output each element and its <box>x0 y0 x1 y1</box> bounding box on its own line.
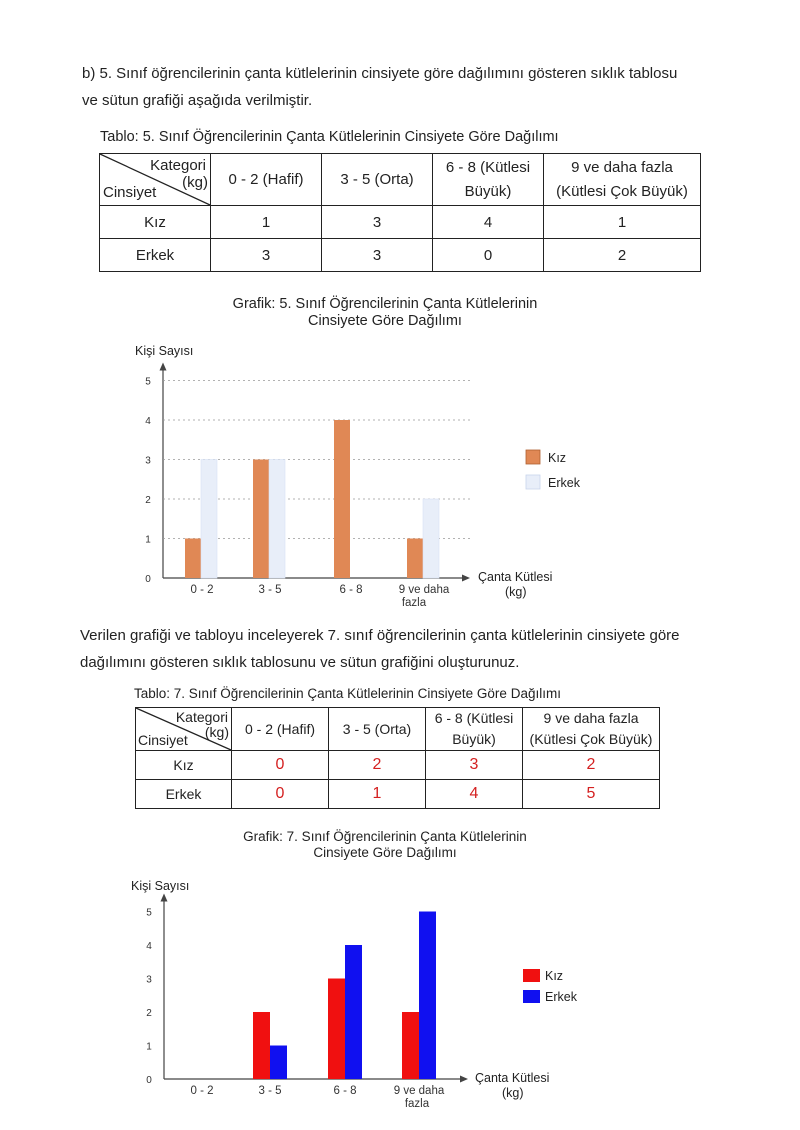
intro-line-2: ve sütun grafiği aşağıda verilmiştir. <box>82 92 313 109</box>
table2-row-label: Erkek <box>136 780 232 809</box>
x-axis-label: Çanta Kütlesi <box>478 570 553 584</box>
table2 <box>135 707 660 809</box>
table1-cell: 1 <box>211 206 322 239</box>
table1-cell: 3 <box>322 239 433 272</box>
table2-header-row <box>136 708 660 751</box>
chart2-caption <box>215 829 555 861</box>
table2-answer-cell: 0 <box>232 780 329 809</box>
bar-kız <box>328 979 345 1080</box>
y-tick-label: 0 <box>146 1075 152 1086</box>
table1-col-header: 3 - 5 (Orta) <box>322 154 433 206</box>
bar-kız <box>402 1012 419 1079</box>
bar-kız <box>253 1012 270 1079</box>
x-tick-label: 9 ve daha <box>393 1085 445 1097</box>
intro-text <box>82 60 762 114</box>
table1-cell: 4 <box>433 206 544 239</box>
table1-col-header: 6 - 8 (Kütlesi Büyük) <box>433 154 544 206</box>
table2-header-cinsiyet: Cinsiyet <box>138 732 188 748</box>
table-row <box>100 206 701 239</box>
chart1-caption-line-1: Grafik: 5. Sınıf Öğrencilerinin Çanta Kütlelerinin <box>232 296 538 312</box>
table1-caption: Tablo: 5. Sınıf Öğrencilerinin Çanta Kütlelerinin Cinsiyete Göre Dağılımı <box>100 129 559 145</box>
y-tick-label: 1 <box>145 534 151 546</box>
y-axis-label: Kişi Sayısı <box>135 344 194 358</box>
y-tick-label: 5 <box>145 376 151 388</box>
table2-col-header: 3 - 5 (Orta) <box>329 708 426 751</box>
legend-key-erkek <box>526 475 540 489</box>
chart1-caption <box>200 296 570 330</box>
bar-erkek <box>423 499 439 578</box>
x-tick-label: 0 - 2 <box>190 584 214 596</box>
table2-answer-cell: 4 <box>426 780 523 809</box>
y-tick-label: 3 <box>145 455 151 467</box>
table2-answer-cell: 1 <box>329 780 426 809</box>
y-tick-label: 1 <box>146 1041 152 1053</box>
x-tick-label: 6 - 8 <box>339 584 363 596</box>
table1-header-cinsiyet: Cinsiyet <box>103 184 157 201</box>
bar-erkek <box>345 945 362 1079</box>
y-axis-arrow <box>160 363 167 371</box>
bar-erkek <box>270 1046 287 1080</box>
bar-kız <box>185 539 201 579</box>
intro-line-1: b) 5. Sınıf öğrencilerinin çanta kütlelerinin cinsiyete göre dağılımını gösteren sıklık tablosu <box>82 65 678 82</box>
legend-key-kız <box>526 450 540 464</box>
x-tick-label: 3 - 5 <box>258 1085 282 1097</box>
instruction-line-2: dağılımını gösteren sıklık tablosunu ve sütun grafiğini oluşturunuz. <box>80 654 520 671</box>
table-row <box>136 751 660 780</box>
table2-header-kategori: Kategori <box>175 709 228 725</box>
x-tick-label: 0 - 2 <box>190 1085 214 1097</box>
table1-cell: 2 <box>544 239 701 272</box>
x-tick-label: 3 - 5 <box>258 584 282 596</box>
table1-col-header: 0 - 2 (Hafif) <box>211 154 322 206</box>
table2-answer-cell: 3 <box>426 751 523 780</box>
table2-caption: Tablo: 7. Sınıf Öğrencilerinin Çanta Kütlelerinin Cinsiyete Göre Dağılımı <box>134 686 561 701</box>
y-tick-label: 0 <box>145 574 151 585</box>
x-axis-arrow <box>462 575 470 582</box>
x-axis-label: Çanta Kütlesi <box>475 1071 550 1085</box>
y-tick-label: 5 <box>146 907 152 919</box>
table1-header-kg: (kg) <box>182 174 208 191</box>
table2-answer-cell: 0 <box>232 751 329 780</box>
table-row <box>136 780 660 809</box>
table1-cell: 3 <box>211 239 322 272</box>
table2-col-header: 6 - 8 (Kütlesi Büyük) <box>426 708 523 751</box>
table1-cell: 1 <box>544 206 701 239</box>
y-axis-label: Kişi Sayısı <box>131 879 190 893</box>
bar-kız <box>253 460 269 579</box>
legend-label-kız: Kız <box>548 451 567 465</box>
y-tick-label: 4 <box>146 941 152 952</box>
legend-key-erkek <box>523 990 540 1003</box>
legend-key-kız <box>523 969 540 982</box>
bar-kız <box>407 539 423 579</box>
bar-erkek <box>419 912 436 1080</box>
table-row <box>100 239 701 272</box>
y-tick-label: 2 <box>145 495 151 506</box>
instruction-text <box>80 622 770 676</box>
x-tick-label: 6 - 8 <box>333 1085 357 1097</box>
bar-erkek <box>201 460 217 579</box>
table1-cell: 3 <box>322 206 433 239</box>
chart2-caption-line-2: Cinsiyete Göre Dağılımı <box>313 845 457 860</box>
table1 <box>99 153 701 272</box>
table2-header-kg: (kg) <box>204 724 229 740</box>
y-tick-label: 4 <box>145 416 151 427</box>
table2-answer-cell: 2 <box>523 751 660 780</box>
table2-col-header: 9 ve daha fazla (Kütlesi Çok Büyük) <box>523 708 660 751</box>
chart1-bar-chart <box>0 335 800 615</box>
chart1-caption-line-2: Cinsiyete Göre Dağılımı <box>308 313 462 329</box>
table2-answer-cell: 5 <box>523 780 660 809</box>
table2-answer-cell: 2 <box>329 751 426 780</box>
table2-row-label: Kız <box>136 751 232 780</box>
x-axis-label-unit: (kg) <box>505 585 527 599</box>
y-tick-label: 2 <box>146 1008 152 1019</box>
legend-label-kız: Kız <box>545 969 564 983</box>
table1-row-label: Erkek <box>100 239 211 272</box>
y-tick-label: 3 <box>146 974 152 986</box>
bar-erkek <box>269 460 285 579</box>
legend-label-erkek: Erkek <box>545 990 577 1004</box>
table1-header-kategori: Kategori <box>150 157 206 174</box>
instruction-line-1: Verilen grafiği ve tabloyu inceleyerek 7. sınıf öğrencilerinin çanta kütlelerinin cinsiyete göre <box>80 627 680 644</box>
chart2-caption-line-1: Grafik: 7. Sınıf Öğrencilerinin Çanta Kütlelerinin <box>243 829 527 844</box>
table1-row-label: Kız <box>100 206 211 239</box>
y-axis-arrow <box>161 894 168 902</box>
table1-col-header: 9 ve daha fazla (Kütlesi Çok Büyük) <box>544 154 701 206</box>
table1-corner-header <box>100 154 211 206</box>
x-axis-label-unit: (kg) <box>502 1086 524 1100</box>
chart2-bar-chart <box>0 872 800 1110</box>
x-axis-arrow <box>460 1076 468 1083</box>
table2-corner-header <box>136 708 232 751</box>
x-tick-label: fazla <box>401 597 427 609</box>
x-tick-label: fazla <box>404 1098 430 1110</box>
table1-header-row <box>100 154 701 206</box>
legend-label-erkek: Erkek <box>548 476 580 490</box>
x-tick-label: 9 ve daha <box>398 584 450 596</box>
table1-cell: 0 <box>433 239 544 272</box>
table2-col-header: 0 - 2 (Hafif) <box>232 708 329 751</box>
bar-kız <box>334 420 350 578</box>
